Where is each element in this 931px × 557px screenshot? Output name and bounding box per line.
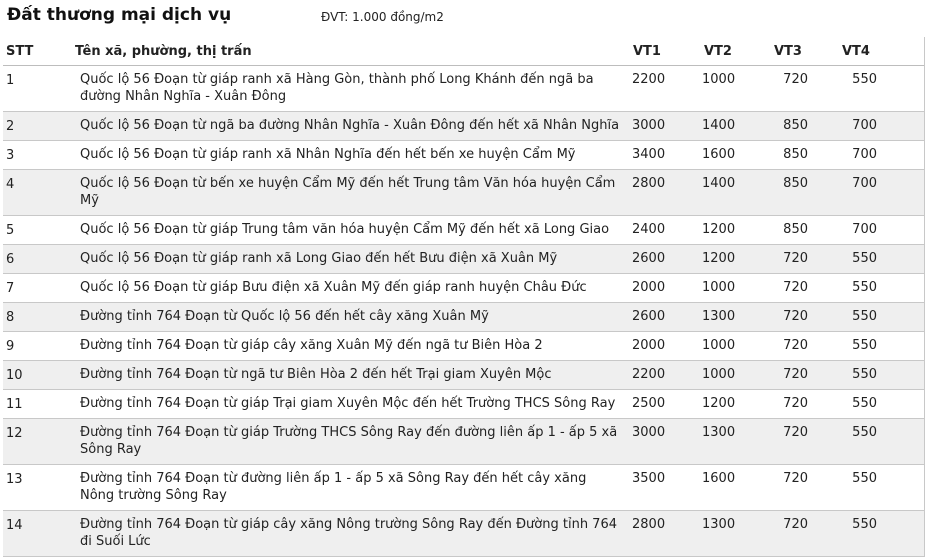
row-vt2-cell <box>702 390 772 419</box>
row-vt1: 3000 <box>632 425 666 440</box>
row-vt4: 550 <box>852 517 877 532</box>
row-name: Đường tỉnh 764 Đoạn từ giáp cây xăng Xuân Mỹ đến ngã tư Biên Hòa 2 <box>75 332 632 361</box>
row-vt3-cell <box>772 332 842 361</box>
row-vt2: 1200 <box>702 396 736 411</box>
row-vt3: 850 <box>783 147 808 162</box>
row-vt4-cell <box>842 332 925 361</box>
row-vt4-cell <box>842 390 925 419</box>
row-name: Quốc lộ 56 Đoạn từ giáp ranh xã Hàng Gòn, thành phố Long Khánh đến ngã ba đường Nhân Nghĩa - Xuân Đông <box>75 66 632 112</box>
row-vt2-cell <box>702 361 772 390</box>
row-vt4: 550 <box>852 396 877 411</box>
row-stt: 9 <box>3 332 75 361</box>
row-vt1: 2000 <box>632 280 666 295</box>
row-name: Đường tỉnh 764 Đoạn từ giáp Trường THCS Sông Ray đến đường liên ấp 1 - ấp 5 xã Sông Ray <box>75 419 632 465</box>
page-title: Đất thương mại dịch vụ <box>7 5 232 25</box>
page-header <box>0 0 931 37</box>
row-vt3: 720 <box>783 517 808 532</box>
row-vt2-cell <box>702 332 772 361</box>
row-stt: 8 <box>3 303 75 332</box>
table-row <box>3 216 925 245</box>
row-stt: 2 <box>3 112 75 141</box>
row-vt3: 720 <box>783 396 808 411</box>
row-vt1-cell <box>632 511 702 557</box>
row-vt4: 550 <box>852 338 877 353</box>
row-vt2: 1400 <box>702 118 736 133</box>
row-stt: 6 <box>3 245 75 274</box>
row-vt2: 1600 <box>702 471 736 486</box>
row-vt2-cell <box>702 465 772 511</box>
row-vt4: 700 <box>852 176 877 191</box>
row-vt1: 2200 <box>632 72 666 87</box>
row-stt: 12 <box>3 419 75 465</box>
row-vt3: 720 <box>783 471 808 486</box>
row-vt1: 3500 <box>632 471 666 486</box>
row-vt1-cell <box>632 112 702 141</box>
row-name: Quốc lộ 56 Đoạn từ giáp ranh xã Long Giao đến hết Bưu điện xã Xuân Mỹ <box>75 245 632 274</box>
row-vt1: 2800 <box>632 176 666 191</box>
table-row <box>3 419 925 465</box>
row-stt: 1 <box>3 66 75 112</box>
row-vt4: 700 <box>852 222 877 237</box>
row-vt1-cell <box>632 274 702 303</box>
row-stt: 11 <box>3 390 75 419</box>
row-vt4: 550 <box>852 251 877 266</box>
price-table <box>3 37 925 557</box>
row-vt2-cell <box>702 112 772 141</box>
row-vt3: 720 <box>783 251 808 266</box>
row-vt3-cell <box>772 112 842 141</box>
table-row <box>3 170 925 216</box>
row-stt: 7 <box>3 274 75 303</box>
row-vt3-cell <box>772 511 842 557</box>
table-row <box>3 465 925 511</box>
row-vt1-cell <box>632 66 702 112</box>
row-vt1-cell <box>632 390 702 419</box>
row-vt3-cell <box>772 216 842 245</box>
column-header-vt2: VT2 <box>702 37 772 66</box>
row-vt1-cell <box>632 419 702 465</box>
row-stt: 14 <box>3 511 75 557</box>
row-vt4-cell <box>842 274 925 303</box>
row-vt1-cell <box>632 332 702 361</box>
row-vt1: 2600 <box>632 251 666 266</box>
row-vt1-cell <box>632 465 702 511</box>
row-vt3: 720 <box>783 338 808 353</box>
row-vt4: 700 <box>852 147 877 162</box>
row-vt3-cell <box>772 170 842 216</box>
table-row <box>3 511 925 557</box>
row-vt2: 1000 <box>702 280 736 295</box>
row-vt2-cell <box>702 511 772 557</box>
table-row <box>3 66 925 112</box>
table-row <box>3 303 925 332</box>
row-vt1-cell <box>632 303 702 332</box>
row-vt1: 2400 <box>632 222 666 237</box>
row-vt2: 1300 <box>702 425 736 440</box>
row-vt3-cell <box>772 465 842 511</box>
row-name: Quốc lộ 56 Đoạn từ ngã ba đường Nhân Nghĩa - Xuân Đông đến hết xã Nhân Nghĩa <box>75 112 632 141</box>
row-vt4: 550 <box>852 367 877 382</box>
row-vt4-cell <box>842 66 925 112</box>
row-vt3: 850 <box>783 176 808 191</box>
row-vt4: 550 <box>852 72 877 87</box>
row-vt2: 1200 <box>702 222 736 237</box>
row-vt4-cell <box>842 511 925 557</box>
row-vt3: 850 <box>783 118 808 133</box>
row-stt: 4 <box>3 170 75 216</box>
row-vt1: 3400 <box>632 147 666 162</box>
table-row <box>3 361 925 390</box>
row-name: Quốc lộ 56 Đoạn từ giáp Bưu điện xã Xuân Mỹ đến giáp ranh huyện Châu Đức <box>75 274 632 303</box>
row-name: Đường tỉnh 764 Đoạn từ giáp cây xăng Nông trường Sông Ray đến Đường tỉnh 764 đi Suối Lức <box>75 511 632 557</box>
row-vt3-cell <box>772 419 842 465</box>
row-vt3: 720 <box>783 367 808 382</box>
column-header-name: Tên xã, phường, thị trấn <box>75 37 632 66</box>
table-row <box>3 141 925 170</box>
row-vt3: 850 <box>783 222 808 237</box>
row-vt4-cell <box>842 465 925 511</box>
row-vt3-cell <box>772 303 842 332</box>
table-row <box>3 390 925 419</box>
row-vt3: 720 <box>783 280 808 295</box>
column-header-vt4: VT4 <box>842 37 925 66</box>
row-vt2-cell <box>702 66 772 112</box>
row-vt4-cell <box>842 141 925 170</box>
row-vt4-cell <box>842 419 925 465</box>
row-vt2: 1000 <box>702 338 736 353</box>
row-vt4: 550 <box>852 471 877 486</box>
row-vt4: 550 <box>852 280 877 295</box>
row-name: Quốc lộ 56 Đoạn từ giáp Trung tâm văn hóa huyện Cẩm Mỹ đến hết xã Long Giao <box>75 216 632 245</box>
unit-label: ĐVT: 1.000 đồng/m2 <box>321 10 444 24</box>
row-stt: 5 <box>3 216 75 245</box>
row-vt4: 550 <box>852 309 877 324</box>
row-vt4-cell <box>842 303 925 332</box>
table-row <box>3 274 925 303</box>
row-vt4-cell <box>842 170 925 216</box>
row-vt1: 2800 <box>632 517 666 532</box>
row-vt3-cell <box>772 66 842 112</box>
row-vt2: 1300 <box>702 517 736 532</box>
row-vt4: 700 <box>852 118 877 133</box>
row-vt1-cell <box>632 361 702 390</box>
row-vt2-cell <box>702 245 772 274</box>
row-vt2: 1300 <box>702 309 736 324</box>
row-vt3-cell <box>772 274 842 303</box>
row-name: Đường tỉnh 764 Đoạn từ Quốc lộ 56 đến hết cây xăng Xuân Mỹ <box>75 303 632 332</box>
row-vt2: 1000 <box>702 72 736 87</box>
row-vt3-cell <box>772 361 842 390</box>
row-vt3: 720 <box>783 425 808 440</box>
row-vt2: 1200 <box>702 251 736 266</box>
row-vt4-cell <box>842 112 925 141</box>
row-vt1-cell <box>632 141 702 170</box>
row-vt2-cell <box>702 303 772 332</box>
row-vt4-cell <box>842 361 925 390</box>
table-right-border <box>924 37 925 557</box>
row-vt2-cell <box>702 170 772 216</box>
table-header-row <box>3 37 925 66</box>
row-vt2: 1400 <box>702 176 736 191</box>
row-vt1-cell <box>632 170 702 216</box>
row-vt1: 2500 <box>632 396 666 411</box>
row-name: Quốc lộ 56 Đoạn từ giáp ranh xã Nhân Nghĩa đến hết bến xe huyện Cẩm Mỹ <box>75 141 632 170</box>
row-vt1: 2200 <box>632 367 666 382</box>
table-row <box>3 332 925 361</box>
row-vt3-cell <box>772 245 842 274</box>
row-vt4-cell <box>842 245 925 274</box>
column-header-stt: STT <box>3 37 75 66</box>
table-row <box>3 245 925 274</box>
row-vt1-cell <box>632 245 702 274</box>
row-vt3: 720 <box>783 309 808 324</box>
column-header-vt3: VT3 <box>772 37 842 66</box>
row-vt1: 2600 <box>632 309 666 324</box>
row-vt2-cell <box>702 216 772 245</box>
row-vt2-cell <box>702 419 772 465</box>
row-vt4-cell <box>842 216 925 245</box>
table-row <box>3 112 925 141</box>
row-vt4: 550 <box>852 425 877 440</box>
row-vt2: 1000 <box>702 367 736 382</box>
row-name: Đường tỉnh 764 Đoạn từ ngã tư Biên Hòa 2 đến hết Trại giam Xuyên Mộc <box>75 361 632 390</box>
row-name: Đường tỉnh 764 Đoạn từ giáp Trại giam Xuyên Mộc đến hết Trường THCS Sông Ray <box>75 390 632 419</box>
row-name: Quốc lộ 56 Đoạn từ bến xe huyện Cẩm Mỹ đến hết Trung tâm Văn hóa huyện Cẩm Mỹ <box>75 170 632 216</box>
column-header-vt1: VT1 <box>632 37 702 66</box>
row-vt1: 2000 <box>632 338 666 353</box>
row-vt2-cell <box>702 274 772 303</box>
row-vt1-cell <box>632 216 702 245</box>
row-name: Đường tỉnh 764 Đoạn từ đường liên ấp 1 - ấp 5 xã Sông Ray đến hết cây xăng Nông trường Sông Ray <box>75 465 632 511</box>
row-stt: 13 <box>3 465 75 511</box>
row-vt3-cell <box>772 390 842 419</box>
row-vt3: 720 <box>783 72 808 87</box>
row-stt: 3 <box>3 141 75 170</box>
row-vt1: 3000 <box>632 118 666 133</box>
row-vt2: 1600 <box>702 147 736 162</box>
row-vt2-cell <box>702 141 772 170</box>
row-vt3-cell <box>772 141 842 170</box>
row-stt: 10 <box>3 361 75 390</box>
